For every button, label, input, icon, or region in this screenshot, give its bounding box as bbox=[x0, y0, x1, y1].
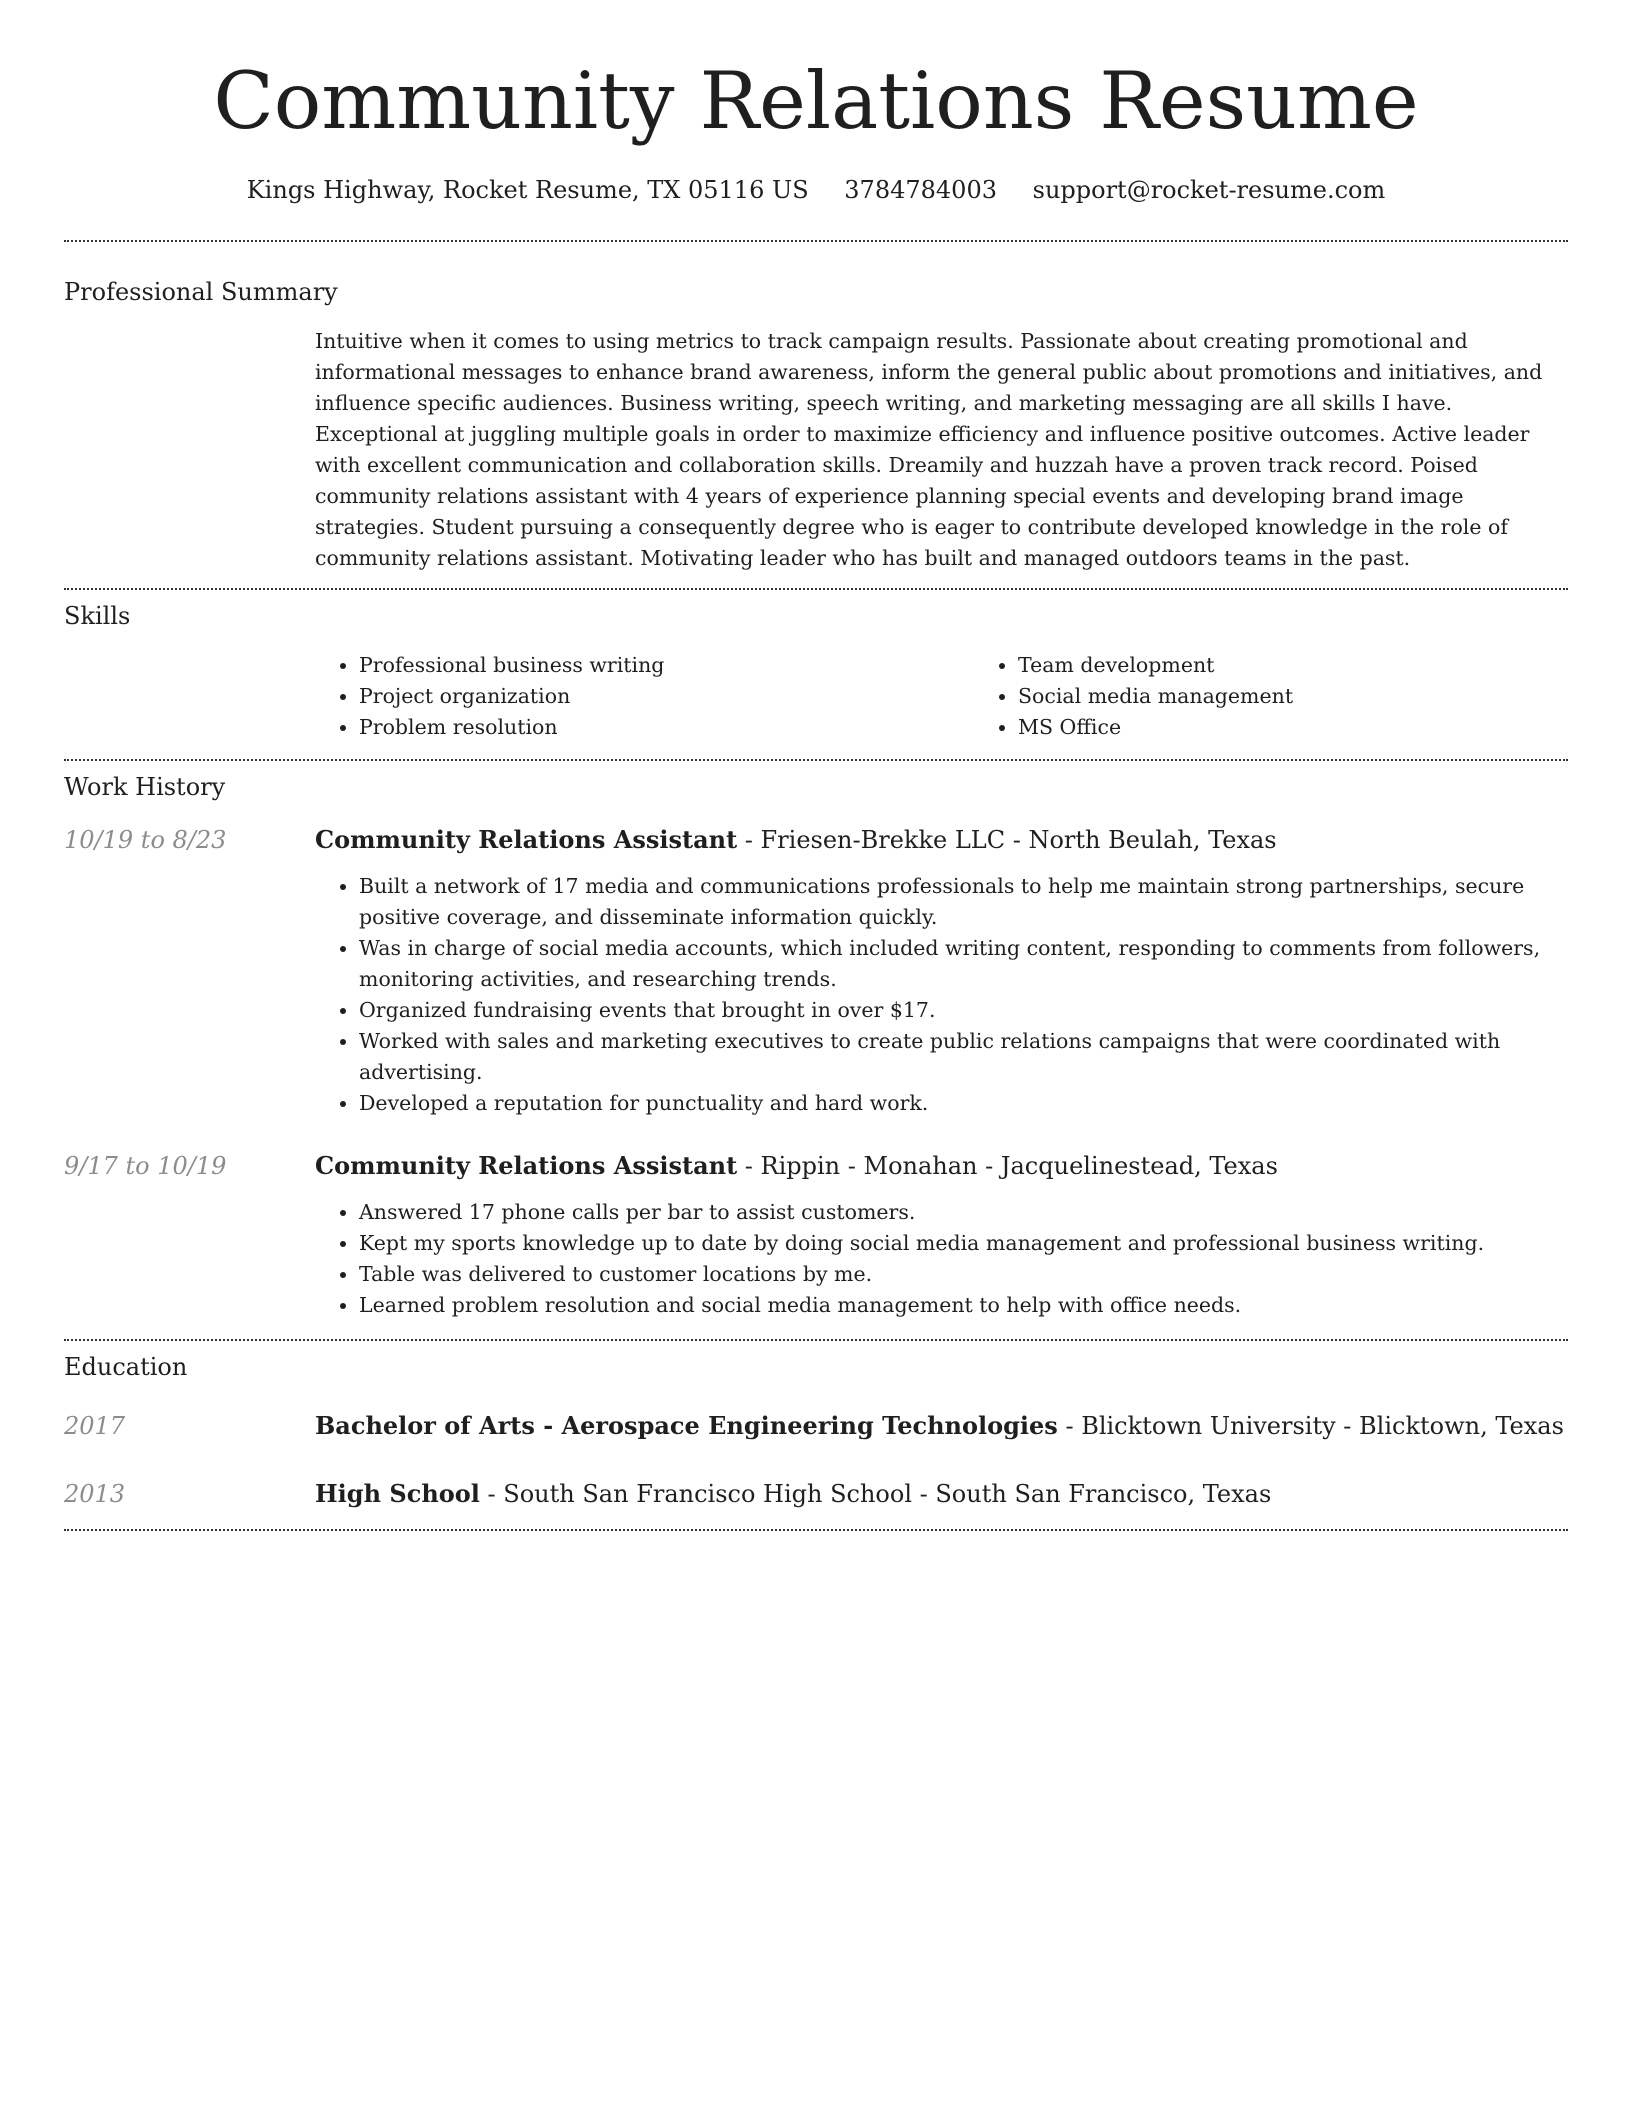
section-title-summary: Professional Summary bbox=[64, 278, 338, 306]
section-title-education: Education bbox=[64, 1353, 188, 1381]
job-entry bbox=[64, 1149, 1568, 1321]
job-bullet: • Answered 17 phone calls per bar to assist customers. bbox=[359, 1197, 1568, 1228]
contact-address: Kings Highway, Rocket Resume, TX 05116 US bbox=[246, 176, 809, 204]
job-bullet: • Built a network of 17 media and communications professionals to help me maintain strong partnerships, secure positive coverage, and disseminate information quickly. bbox=[359, 871, 1568, 933]
job-company: - Rippin - Monahan - Jacquelinestead, Texas bbox=[737, 1152, 1278, 1180]
contact-line bbox=[64, 174, 1568, 206]
education-entry bbox=[64, 1477, 1568, 1511]
job-bullet: • Learned problem resolution and social media management to help with office needs. bbox=[359, 1290, 1568, 1321]
job-heading bbox=[315, 1149, 1568, 1183]
job-bullet: • Worked with sales and marketing executives to create public relations campaigns that were coordinated with advertising. bbox=[359, 1026, 1568, 1088]
job-heading bbox=[315, 823, 1568, 857]
education-date: 2013 bbox=[64, 1480, 126, 1508]
job-date: 10/19 to 8/23 bbox=[64, 826, 227, 854]
job-entry bbox=[64, 823, 1568, 1119]
job-bullet: • Table was delivered to customer locations by me. bbox=[359, 1259, 1568, 1290]
divider bbox=[64, 1529, 1568, 1531]
summary-text: Intuitive when it comes to using metrics to track campaign results. Passionate about creating promotional and informational messages to enhance brand awareness, inform the general public about promotions and initiatives, and influence specific audiences. Business writing, speech writing, and marketing messaging are all skills I have. Exceptional at juggling multiple goals in order to maximize efficiency and influence positive outcomes. Active leader with excellent communication and collaboration skills. Dreamily and huzzah have a proven track record. Poised community relations assistant with 4 years of experience planning special events and developing brand image strategies. Student pursuing a consequently degree who is eager to contribute developed knowledge in the role of community relations assistant. Motivating leader who has built and managed outdoors teams in the past. bbox=[315, 329, 1543, 570]
contact-phone: 3784784003 bbox=[844, 176, 997, 204]
skill-item: • Professional business writing bbox=[359, 650, 974, 681]
job-company: - Friesen-Brekke LLC - North Beulah, Texas bbox=[737, 826, 1277, 854]
job-role: Community Relations Assistant bbox=[315, 825, 738, 854]
job-date: 9/17 to 10/19 bbox=[64, 1152, 227, 1180]
job-bullet: • Was in charge of social media accounts, which included writing content, responding to comments from followers, monitoring activities, and researching trends. bbox=[359, 933, 1568, 995]
skill-item: • Project organization bbox=[359, 681, 974, 712]
section-title-skills: Skills bbox=[64, 602, 131, 630]
job-bullets bbox=[315, 1197, 1568, 1321]
section-title-work: Work History bbox=[64, 773, 226, 801]
summary-section bbox=[64, 242, 1568, 574]
resume-page bbox=[64, 0, 1568, 1531]
education-degree: High School bbox=[315, 1479, 480, 1508]
education-school: - Blicktown University - Blicktown, Texas bbox=[1057, 1412, 1564, 1440]
skill-item: • MS Office bbox=[1018, 712, 1632, 743]
job-bullet: • Kept my sports knowledge up to date by doing social media management and professional business writing. bbox=[359, 1228, 1568, 1259]
education-section bbox=[64, 1341, 1568, 1511]
skill-item: • Problem resolution bbox=[359, 712, 974, 743]
skills-list-right bbox=[974, 650, 1632, 743]
skills-section bbox=[64, 590, 1568, 743]
education-degree: Bachelor of Arts - Aerospace Engineering Technologies bbox=[315, 1411, 1058, 1440]
job-bullet: • Developed a reputation for punctuality and hard work. bbox=[359, 1088, 1568, 1119]
education-heading bbox=[315, 1477, 1568, 1511]
contact-email: support@rocket-resume.com bbox=[1032, 176, 1386, 204]
job-bullets bbox=[315, 871, 1568, 1119]
education-school: - South San Francisco High School - South San Francisco, Texas bbox=[479, 1480, 1272, 1508]
education-date: 2017 bbox=[64, 1412, 126, 1440]
job-role: Community Relations Assistant bbox=[315, 1151, 738, 1180]
resume-title: Community Relations Resume bbox=[213, 55, 1419, 147]
work-section bbox=[64, 761, 1568, 1321]
skill-item: • Social media management bbox=[1018, 681, 1632, 712]
job-bullet: • Organized fundraising events that brought in over $17. bbox=[359, 995, 1568, 1026]
skill-item: • Team development bbox=[1018, 650, 1632, 681]
education-entry bbox=[64, 1409, 1568, 1443]
skills-list-left bbox=[315, 650, 974, 743]
education-heading bbox=[315, 1409, 1568, 1443]
